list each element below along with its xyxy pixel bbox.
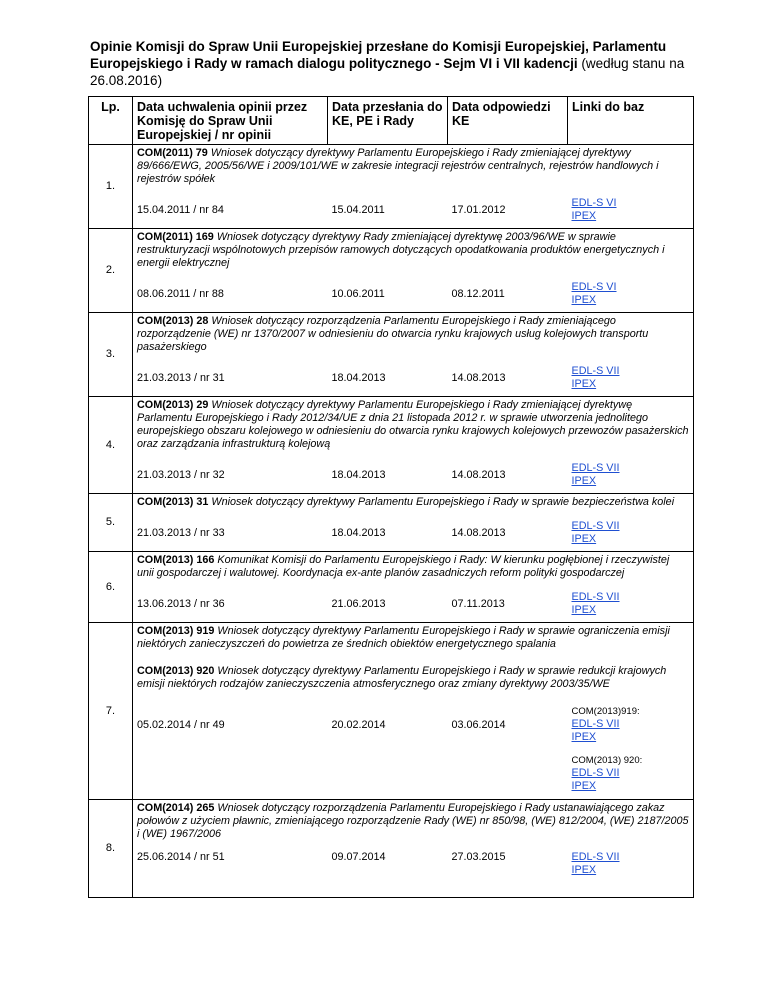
row-description: Wniosek dotyczący dyrektywy Parlamentu Europejskiego i Rady w sprawie ograniczenia emisji niektórych zanieczyszczeń do powietrza ze średnich obiektów energetycznego spalania [137,625,670,650]
row-number: 6. [89,552,133,623]
com-number: COM(2014) 265 [137,802,215,814]
title-date-note: (według stanu na 26.08.2016) [90,56,685,88]
adoption-date: 21.03.2013 / nr 33 [133,513,328,552]
ipex-link[interactable]: IPEX [571,864,597,876]
page-title [90,38,690,89]
row-number: 2. [89,229,133,313]
col-header-lp: Lp. [89,97,133,145]
adoption-date: 21.03.2013 / nr 32 [133,455,328,494]
com-number: COM(2011) 79 [137,147,208,159]
row-subject [133,145,694,191]
row-description: Wniosek dotyczący dyrektywy Parlamentu Europejskiego i Rady w sprawie bezpieczeństwa kolei [211,496,675,508]
table-row [89,313,694,359]
row-description: Wniosek dotyczący dyrektywy Parlamentu Europejskiego i Rady zmieniającej dyrektywę Parlamentu Europejskiego i Rady 2012/34/UE z dnia 21 listopada 2012 r. w sprawie utworzenia jednolitego europejskiego obszaru kolejowego w odniesieniu do otwarcia rynku krajowych kolejowych przewozów pasażerskich oraz zarządzania infrastrukturą kolejową [137,399,689,450]
col-header-reply: Data odpowiedzi KE [448,97,568,145]
edl-link[interactable]: EDL-S VII [571,365,620,377]
links-cell [568,190,694,229]
row-number: 8. [89,800,133,898]
edl-link-2[interactable]: EDL-S VII [571,767,620,779]
com-number-2: COM(2013) 920 [137,665,215,677]
row-description: Wniosek dotyczący dyrektywy Rady zmieniającej dyrektywę 2003/96/WE w sprawie restrukturyzacji wspólnotowych przepisów ramowych dotyczących opodatkowania produktów energetycznych i energii elektrycznej [137,231,665,269]
reply-date: 03.06.2014 [448,695,568,800]
table-row [89,623,694,696]
sent-date: 20.02.2014 [328,695,448,800]
sent-date: 09.07.2014 [328,845,448,898]
table-row-data [89,584,694,623]
reply-date: 14.08.2013 [448,513,568,552]
links-cell [568,845,694,898]
table-row [89,397,694,456]
edl-link[interactable]: EDL-S VII [571,462,620,474]
ipex-link[interactable]: IPEX [571,294,597,306]
reply-date: 14.08.2013 [448,358,568,397]
sent-date: 18.04.2013 [328,455,448,494]
edl-link[interactable]: EDL-S VI [571,281,617,293]
adoption-date: 13.06.2013 / nr 36 [133,584,328,623]
com-number: COM(2013) 31 [137,496,209,508]
row-subject [133,229,694,275]
com-number: COM(2011) 169 [137,231,214,243]
links-label-919: COM(2013)919: [571,706,640,717]
table-row-data [89,695,694,800]
row-subject [133,397,694,456]
table-row [89,800,694,846]
reply-date: 14.08.2013 [448,455,568,494]
links-cell [568,274,694,313]
links-cell [568,358,694,397]
reply-date: 27.03.2015 [448,845,568,898]
ipex-link-2[interactable]: IPEX [571,780,597,792]
row-number: 7. [89,623,133,800]
adoption-date: 05.02.2014 / nr 49 [133,695,328,800]
reply-date: 07.11.2013 [448,584,568,623]
col-header-links: Linki do baz [568,97,694,145]
links-cell [568,513,694,552]
row-subject [133,313,694,359]
adoption-date: 15.04.2011 / nr 84 [133,190,328,229]
table-row-data [89,274,694,313]
sent-date: 21.06.2013 [328,584,448,623]
edl-link[interactable]: EDL-S VII [571,520,620,532]
reply-date: 08.12.2011 [448,274,568,313]
row-description: Wniosek dotyczący rozporządzenia Parlamentu Europejskiego i Rady zmieniającego rozporządzenie (WE) nr 1370/2007 w odniesieniu do otwarcia rynku krajowych usług kolejowych transportu pasażerskiego [137,315,649,353]
com-number: COM(2013) 166 [137,554,215,566]
adoption-date: 08.06.2011 / nr 88 [133,274,328,313]
row-description-2: Wniosek dotyczący dyrektywy Parlamentu Europejskiego i Rady w sprawie redukcji krajowych emisji niektórych rodzajów zanieczyszczenia atmosferycznego oraz zmiany dyrektywy 2003/35/WE [137,665,667,690]
table-row [89,229,694,275]
sent-date: 15.04.2011 [328,190,448,229]
ipex-link[interactable]: IPEX [571,210,597,222]
ipex-link[interactable]: IPEX [571,731,597,743]
table-row-data [89,455,694,494]
table-header-row [89,97,694,145]
row-subject [133,552,694,585]
edl-link[interactable]: EDL-S VII [571,591,620,603]
table-row-data [89,190,694,229]
row-subject [133,623,694,696]
links-label-920: COM(2013) 920: [571,755,643,766]
com-number: COM(2013) 28 [137,315,209,327]
table-row-data [89,358,694,397]
row-number: 4. [89,397,133,494]
table-row-data [89,845,694,898]
table-row [89,552,694,585]
edl-link[interactable]: EDL-S VI [571,197,617,209]
sent-date: 18.04.2013 [328,358,448,397]
ipex-link[interactable]: IPEX [571,533,597,545]
row-number: 1. [89,145,133,229]
row-description: Komunikat Komisji do Parlamentu Europejskiego i Rady: W kierunku pogłębionej i rzeczywistej unii gospodarczej i walutowej. Koordynacja ex-ante planów zasadniczych reform polityki gospodarczej [137,554,670,579]
edl-link[interactable]: EDL-S VII [571,851,620,863]
ipex-link[interactable]: IPEX [571,475,597,487]
links-cell [568,584,694,623]
links-cell [568,455,694,494]
row-subject [133,800,694,846]
row-description: Wniosek dotyczący dyrektywy Parlamentu Europejskiego i Rady zmieniającej dyrektywy 89/666/EWG, 2005/56/WE i 2009/101/WE w zakresie integracji rejestrów centralnych, rejestrów handlowych i rejestrów spółek [137,147,659,185]
com-number: COM(2013) 29 [137,399,209,411]
title-text: Opinie Komisji do Spraw Unii Europejskiej przesłane do Komisji Europejskiej, Parlamentu Europejskiego i Rady w ramach dialogu politycznego - Sejm VI i VII kadencji [90,39,667,71]
row-description: Wniosek dotyczący rozporządzenia Parlamentu Europejskiego i Rady ustanawiającego zakaz połowów z użyciem pławnic, zmieniającego rozporządzenie Rady (WE) nr 850/98, (WE) 812/2004, (WE) 2187/2005 i (WE) 1967/2006 [137,802,689,840]
table-row [89,494,694,514]
sent-date: 18.04.2013 [328,513,448,552]
col-header-sent: Data przesłania do KE, PE i Rady [328,97,448,145]
edl-link[interactable]: EDL-S VII [571,718,620,730]
adoption-date: 25.06.2014 / nr 51 [133,845,328,898]
col-header-adoption: Data uchwalenia opinii przez Komisję do Spraw Unii Europejskiej / nr opinii [133,97,328,145]
reply-date: 17.01.2012 [448,190,568,229]
ipex-link[interactable]: IPEX [571,378,597,390]
row-subject [133,494,694,514]
sent-date: 10.06.2011 [328,274,448,313]
table-row [89,145,694,191]
adoption-date: 21.03.2013 / nr 31 [133,358,328,397]
ipex-link[interactable]: IPEX [571,604,597,616]
com-number: COM(2013) 919 [137,625,215,637]
table-row-data [89,513,694,552]
links-cell [568,695,694,800]
opinions-table [88,96,694,898]
row-number: 5. [89,494,133,552]
row-number: 3. [89,313,133,397]
